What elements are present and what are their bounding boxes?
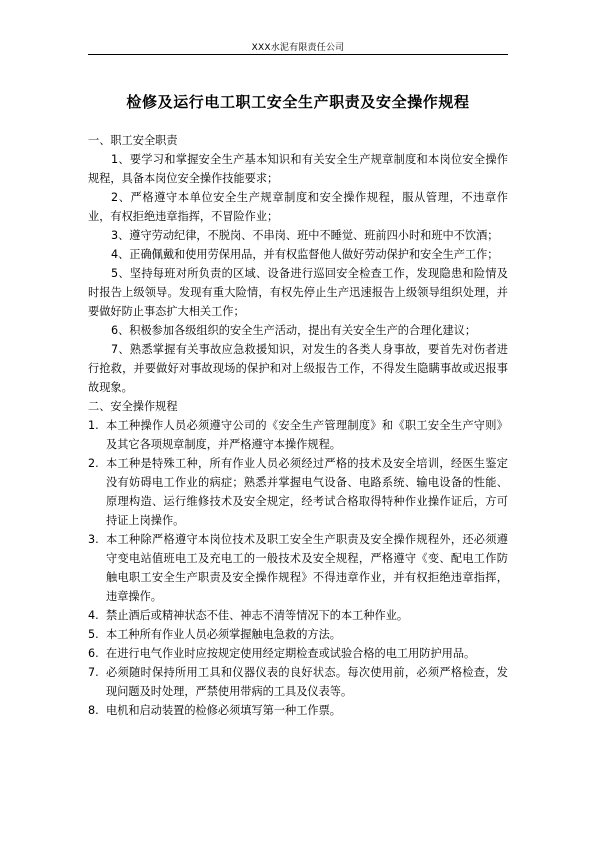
document-body (88, 131, 508, 720)
document-title: 检修及运行电工职工安全生产职责及安全操作规程 (126, 93, 470, 111)
procedure-item (88, 663, 508, 701)
procedure-number: 6. (88, 647, 99, 660)
procedure-text: 电机和启动装置的检修必须填写第一种工作票。 (106, 704, 341, 717)
procedure-text: 本工种所有作业人员必须掌握触电急救的方法。 (106, 628, 341, 641)
duty-item: 4、正确佩戴和使用劳保用品，并有权监督他人做好劳动保护和安全生产工作； (111, 248, 499, 261)
procedure-number: 3. (88, 533, 99, 546)
procedure-number: 4. (88, 609, 99, 622)
procedure-text: 必须随时保持所用工具和仪器仪表的良好状态。每次使用前，必须严格检查，发现问题及时处理，严禁使用带病的工具及仪表等。 (106, 666, 508, 698)
procedure-text: 在进行电气作业时应按规定使用经定期检查或试验合格的电工用防护用品。 (106, 647, 476, 660)
procedure-number: 7. (88, 666, 99, 679)
duty-item: 7、熟悉掌握有关事故应急救援知识，对发生的各类人身事故，要首先对伤者进行抢救，并要做好对事故现场的保护和对上级报告工作，不得发生隐瞒事故或迟报事故现象。 (88, 343, 508, 394)
duty-item: 2、严格遵守本单位安全生产规章制度和安全操作规程，服从管理，不违章作业，有权拒绝违章指挥，不冒险作业； (88, 191, 508, 223)
procedure-number: 2. (88, 457, 99, 470)
procedure-text: 禁止酒后或精神状态不佳、神志不清等情况下的本工种作业。 (106, 609, 409, 622)
procedure-number: 5. (88, 628, 99, 641)
procedure-item (88, 454, 508, 530)
page-header-company: XXX水泥有限责任公司 (251, 43, 345, 53)
section-heading-procedures: 二、安全操作规程 (88, 400, 178, 413)
procedure-text: 本工种除严格遵守本岗位技术及职工安全生产职责及安全操作规程外，还必须遵守变电站值班电工及充电工的一般技术及安全规程，严格遵守《变、配电工作防触电职工安全生产职责及安全操作规程》不得违章作业，并有权拒绝违章指挥，违章操作。 (106, 533, 508, 603)
duty-item: 3、遵守劳动纪律，不脱岗、不串岗、班中不睡觉、班前四小时和班中不饮酒； (111, 229, 499, 242)
procedure-item (88, 701, 508, 720)
procedure-text: 本工种是特殊工种，所有作业人员必须经过严格的技术及安全培训，经医生鉴定没有妨碍电工作业的病症；熟悉并掌握电气设备、电路系统、输电设备的性能、原理构造、运行维修技术及安全规定，经考试合格取得特种作业操作证后，方可持证上岗操作。 (106, 457, 508, 527)
procedure-text: 本工种操作人员必须遵守公司的《安全生产管理制度》和《职工安全生产守则》及其它各项规章制度，并严格遵守本操作规程。 (106, 419, 508, 451)
procedure-number: 8. (88, 704, 99, 717)
procedure-item (88, 606, 508, 625)
procedure-item (88, 644, 508, 663)
procedure-item (88, 530, 508, 606)
procedure-item (88, 416, 508, 454)
procedure-item (88, 625, 508, 644)
duty-item: 5、坚持每班对所负责的区域、设备进行巡回安全检查工作，发现隐患和险情及时报告上级领导。发现有重大险情，有权先停止生产迅速报告上级领导组织处理，并要做好防止事态扩大相关工作； (88, 267, 508, 318)
procedure-number: 1. (88, 419, 99, 432)
section-heading-duties: 一、职工安全职责 (88, 134, 178, 147)
duty-item: 1、要学习和掌握安全生产基本知识和有关安全生产规章制度和本岗位安全操作规程，具备本岗位安全操作技能要求； (88, 153, 508, 185)
duty-item: 6、积极参加各级组织的安全生产活动，提出有关安全生产的合理化建议； (111, 324, 477, 337)
header-rule (88, 54, 508, 55)
